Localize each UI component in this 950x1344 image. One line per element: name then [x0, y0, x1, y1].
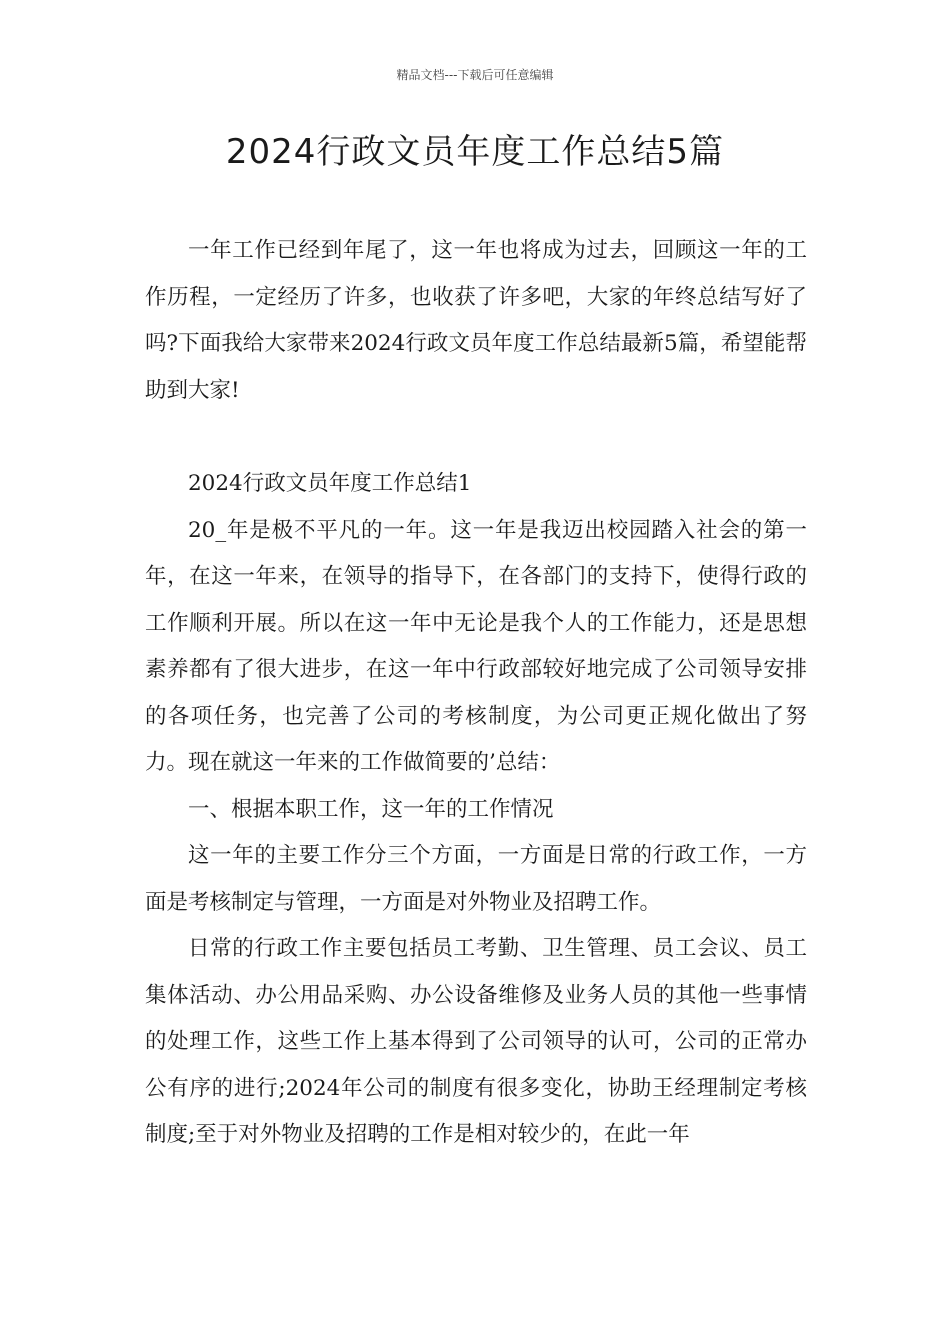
subsection-heading: 一、根据本职工作，这一年的工作情况 — [188, 796, 554, 822]
paragraph-gap — [145, 414, 807, 461]
body-paragraph: 这一年的主要工作分三个方面，一方面是日常的行政工作，一方面是考核制定与管理，一方面是对外物业及招聘工作。 — [145, 843, 807, 915]
document-title: 2024行政文员年度工作总结5篇 — [225, 132, 725, 172]
document-body — [145, 228, 807, 1159]
body-paragraph: 20_年是极不平凡的一年。这一年是我迈出校园踏入社会的第一年，在这一年来，在领导的指导下，在各部门的支持下，使得行政的工作顺利开展。所以在这一年中无论是我个人的工作能力，还是思想素养都有了很大进步，在这一年中行政部较好地完成了公司领导安排的各项任务，也完善了公司的考核制度，为公司更正规化做出了努力。现在就这一年来的工作做简要的’总结： — [145, 517, 807, 775]
section-heading: 2024行政文员年度工作总结1 — [188, 471, 472, 496]
intro-paragraph: 一年工作已经到年尾了，这一年也将成为过去，回顾这一年的工作历程，一定经历了许多，也收获了许多吧，大家的年终总结写好了吗?下面我给大家带来2024行政文员年度工作总结最新5篇，希望能帮助到大家! — [145, 238, 807, 403]
body-paragraph: 日常的行政工作主要包括员工考勤、卫生管理、员工会议、员工集体活动、办公用品采购、办公设备维修及业务人员的其他一些事情的处理工作，这些工作上基本得到了公司领导的认可，公司的正常办公有序的进行;2024年公司的制度有很多变化，协助王经理制定考核制度;至于对外物业及招聘的工作是相对较少的，在此一年 — [145, 936, 807, 1147]
page-header: 精品文档---下载后可任意编辑 — [396, 68, 554, 82]
